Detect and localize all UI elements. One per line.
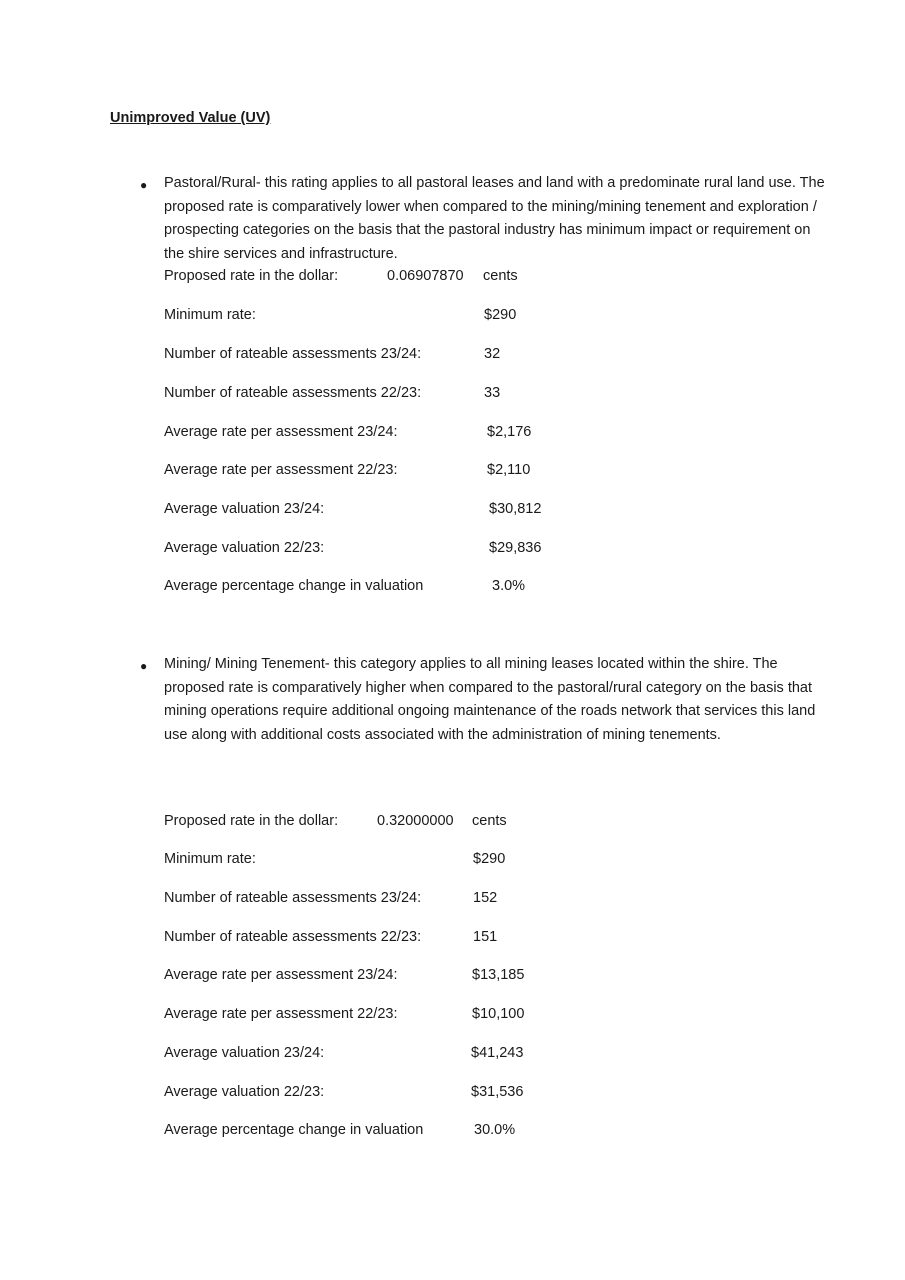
row-label: Average valuation 23/24:	[164, 501, 325, 517]
row-label: Average rate per assessment 22/23:	[164, 1006, 398, 1022]
proposed-rate-unit: cents	[472, 813, 507, 829]
row-label: Minimum rate:	[164, 307, 256, 323]
bullet-icon: ●	[140, 178, 148, 192]
row-value: $30,812	[489, 501, 542, 517]
row-value: 32	[484, 346, 501, 362]
pastoral-description: Pastoral/Rural- this rating applies to all pastoral leases and land with a predominate rural land use. The proposed rate is comparatively lower when compared to the mining/mining tenement and exploration / prospecting categories on the basis that the pastoral industry has minimum impact or requirement on the shire services and infrastructure.	[164, 175, 825, 262]
row-label: Minimum rate:	[164, 851, 256, 867]
row-value: $2,110	[487, 462, 531, 478]
row-value: $10,100	[472, 1006, 525, 1022]
row-label: Number of rateable assessments 22/23:	[164, 385, 422, 401]
row-value: 33	[484, 385, 501, 401]
row-value: $2,176	[487, 424, 532, 440]
row-label: Average valuation 23/24:	[164, 1045, 325, 1061]
row-value: $13,185	[472, 967, 525, 983]
mining-description: Mining/ Mining Tenement- this category applies to all mining leases located within the shire. The proposed rate is comparatively higher when compared to the pastoral/rural category on the basis that mining operations require additional ongoing maintenance of the roads network that services this land use along with additional costs associated with the administration of mining tenements.	[164, 656, 816, 743]
row-value: 30.0%	[474, 1122, 516, 1138]
proposed-rate-label: Proposed rate in the dollar:	[164, 813, 339, 829]
row-value: $290	[484, 307, 517, 323]
row-value: $31,536	[471, 1084, 524, 1100]
proposed-rate-label: Proposed rate in the dollar:	[164, 268, 339, 284]
row-value: $29,836	[489, 540, 542, 556]
row-value: $41,243	[471, 1045, 524, 1061]
row-label: Number of rateable assessments 22/23:	[164, 929, 422, 945]
row-label: Number of rateable assessments 23/24:	[164, 346, 422, 362]
row-label: Average rate per assessment 23/24:	[164, 967, 398, 983]
row-label: Average percentage change in valuation	[164, 578, 424, 594]
section-heading: Unimproved Value (UV)	[110, 110, 271, 126]
proposed-rate-value: 0.32000000	[377, 813, 454, 829]
proposed-rate-value: 0.06907870	[387, 268, 464, 284]
row-label: Average rate per assessment 23/24:	[164, 424, 398, 440]
row-value: 152	[473, 890, 498, 906]
row-label: Average valuation 22/23:	[164, 540, 325, 556]
row-value: 151	[473, 929, 498, 945]
row-label: Number of rateable assessments 23/24:	[164, 890, 422, 906]
bullet-icon: ●	[140, 659, 148, 673]
row-value: 3.0%	[492, 578, 526, 594]
row-label: Average percentage change in valuation	[164, 1122, 424, 1138]
row-label: Average valuation 22/23:	[164, 1084, 325, 1100]
row-value: $290	[473, 851, 506, 867]
proposed-rate-unit: cents	[483, 268, 518, 284]
row-label: Average rate per assessment 22/23:	[164, 462, 398, 478]
